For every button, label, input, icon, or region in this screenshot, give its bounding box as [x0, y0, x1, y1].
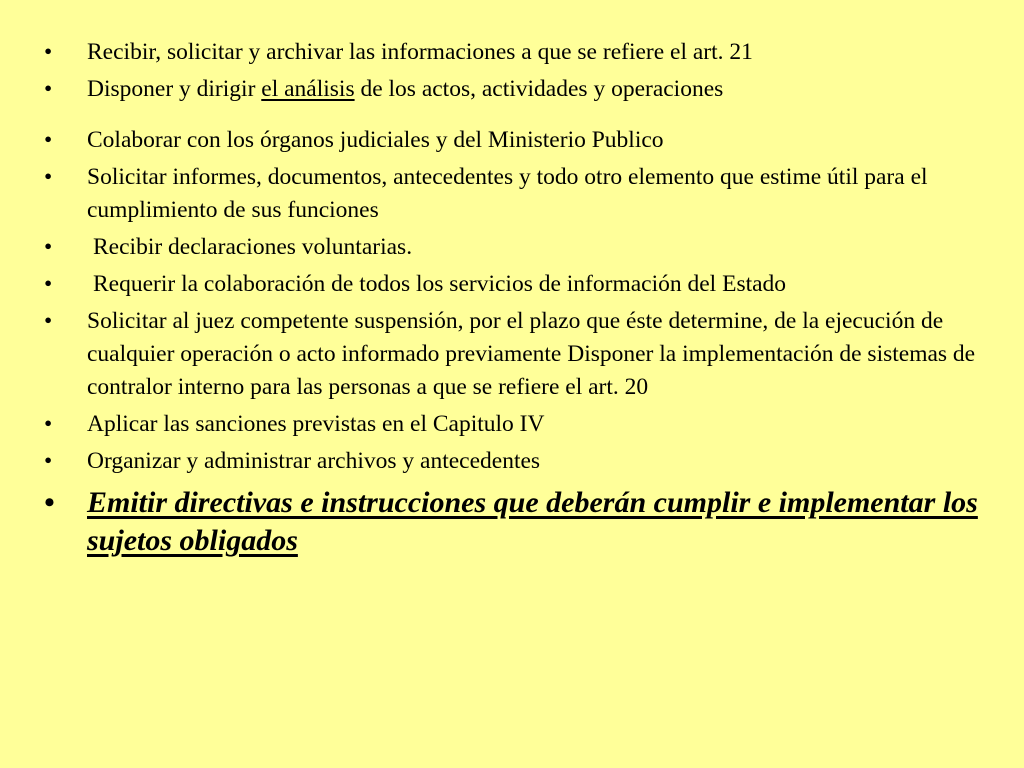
bullet-icon: • — [44, 234, 53, 260]
bullet-icon: • — [44, 39, 53, 65]
list-item — [44, 36, 994, 69]
list-item — [44, 231, 994, 264]
item-text: Recibir declaraciones voluntarias. — [93, 234, 413, 260]
item-text: Solicitar al juez competente suspensión, por el plazo que éste determine, de la ejecución de cualquier operación o acto informado previamente Disponer la implementación de sistemas de contralor interno para las personas a que se refiere el art. 20 — [87, 308, 976, 400]
list-item — [44, 161, 994, 227]
bullet-icon: • — [44, 411, 53, 437]
item-text-before: Disponer y dirigir — [87, 76, 262, 102]
bullet-icon: • — [44, 308, 53, 334]
bullet-icon: • — [44, 486, 55, 519]
item-text: Colaborar con los órganos judiciales y del Ministerio Publico — [87, 127, 664, 153]
item-text: Organizar y administrar archivos y antecedentes — [87, 448, 541, 474]
item-text-after: de los actos, actividades y operaciones — [354, 76, 724, 102]
list-item — [44, 124, 994, 157]
list-item — [44, 408, 994, 441]
item-text: Aplicar las sanciones previstas en el Capitulo IV — [87, 411, 545, 437]
list-item — [44, 445, 994, 478]
bullet-icon: • — [44, 271, 53, 297]
bullet-icon: • — [44, 448, 53, 474]
bullet-icon: • — [44, 76, 53, 102]
item-text-underlined: el análisis — [261, 76, 355, 102]
list-item — [44, 268, 994, 301]
bullet-icon: • — [44, 164, 53, 190]
list-item — [44, 305, 994, 404]
bullet-icon: • — [44, 127, 53, 153]
item-text: Recibir, solicitar y archivar las informaciones a que se refiere el art. 21 — [87, 39, 753, 65]
item-text: Requerir la colaboración de todos los servicios de información del Estado — [93, 271, 787, 297]
list-item — [44, 73, 994, 106]
bullet-list — [44, 36, 994, 564]
item-text: Emitir directivas e instrucciones que deberán cumplir e implementar los sujetos obligados — [87, 486, 978, 557]
list-item-emphasis — [44, 484, 994, 560]
item-text: Solicitar informes, documentos, antecedentes y todo otro elemento que estime útil para el cumplimiento de sus funciones — [87, 164, 928, 223]
